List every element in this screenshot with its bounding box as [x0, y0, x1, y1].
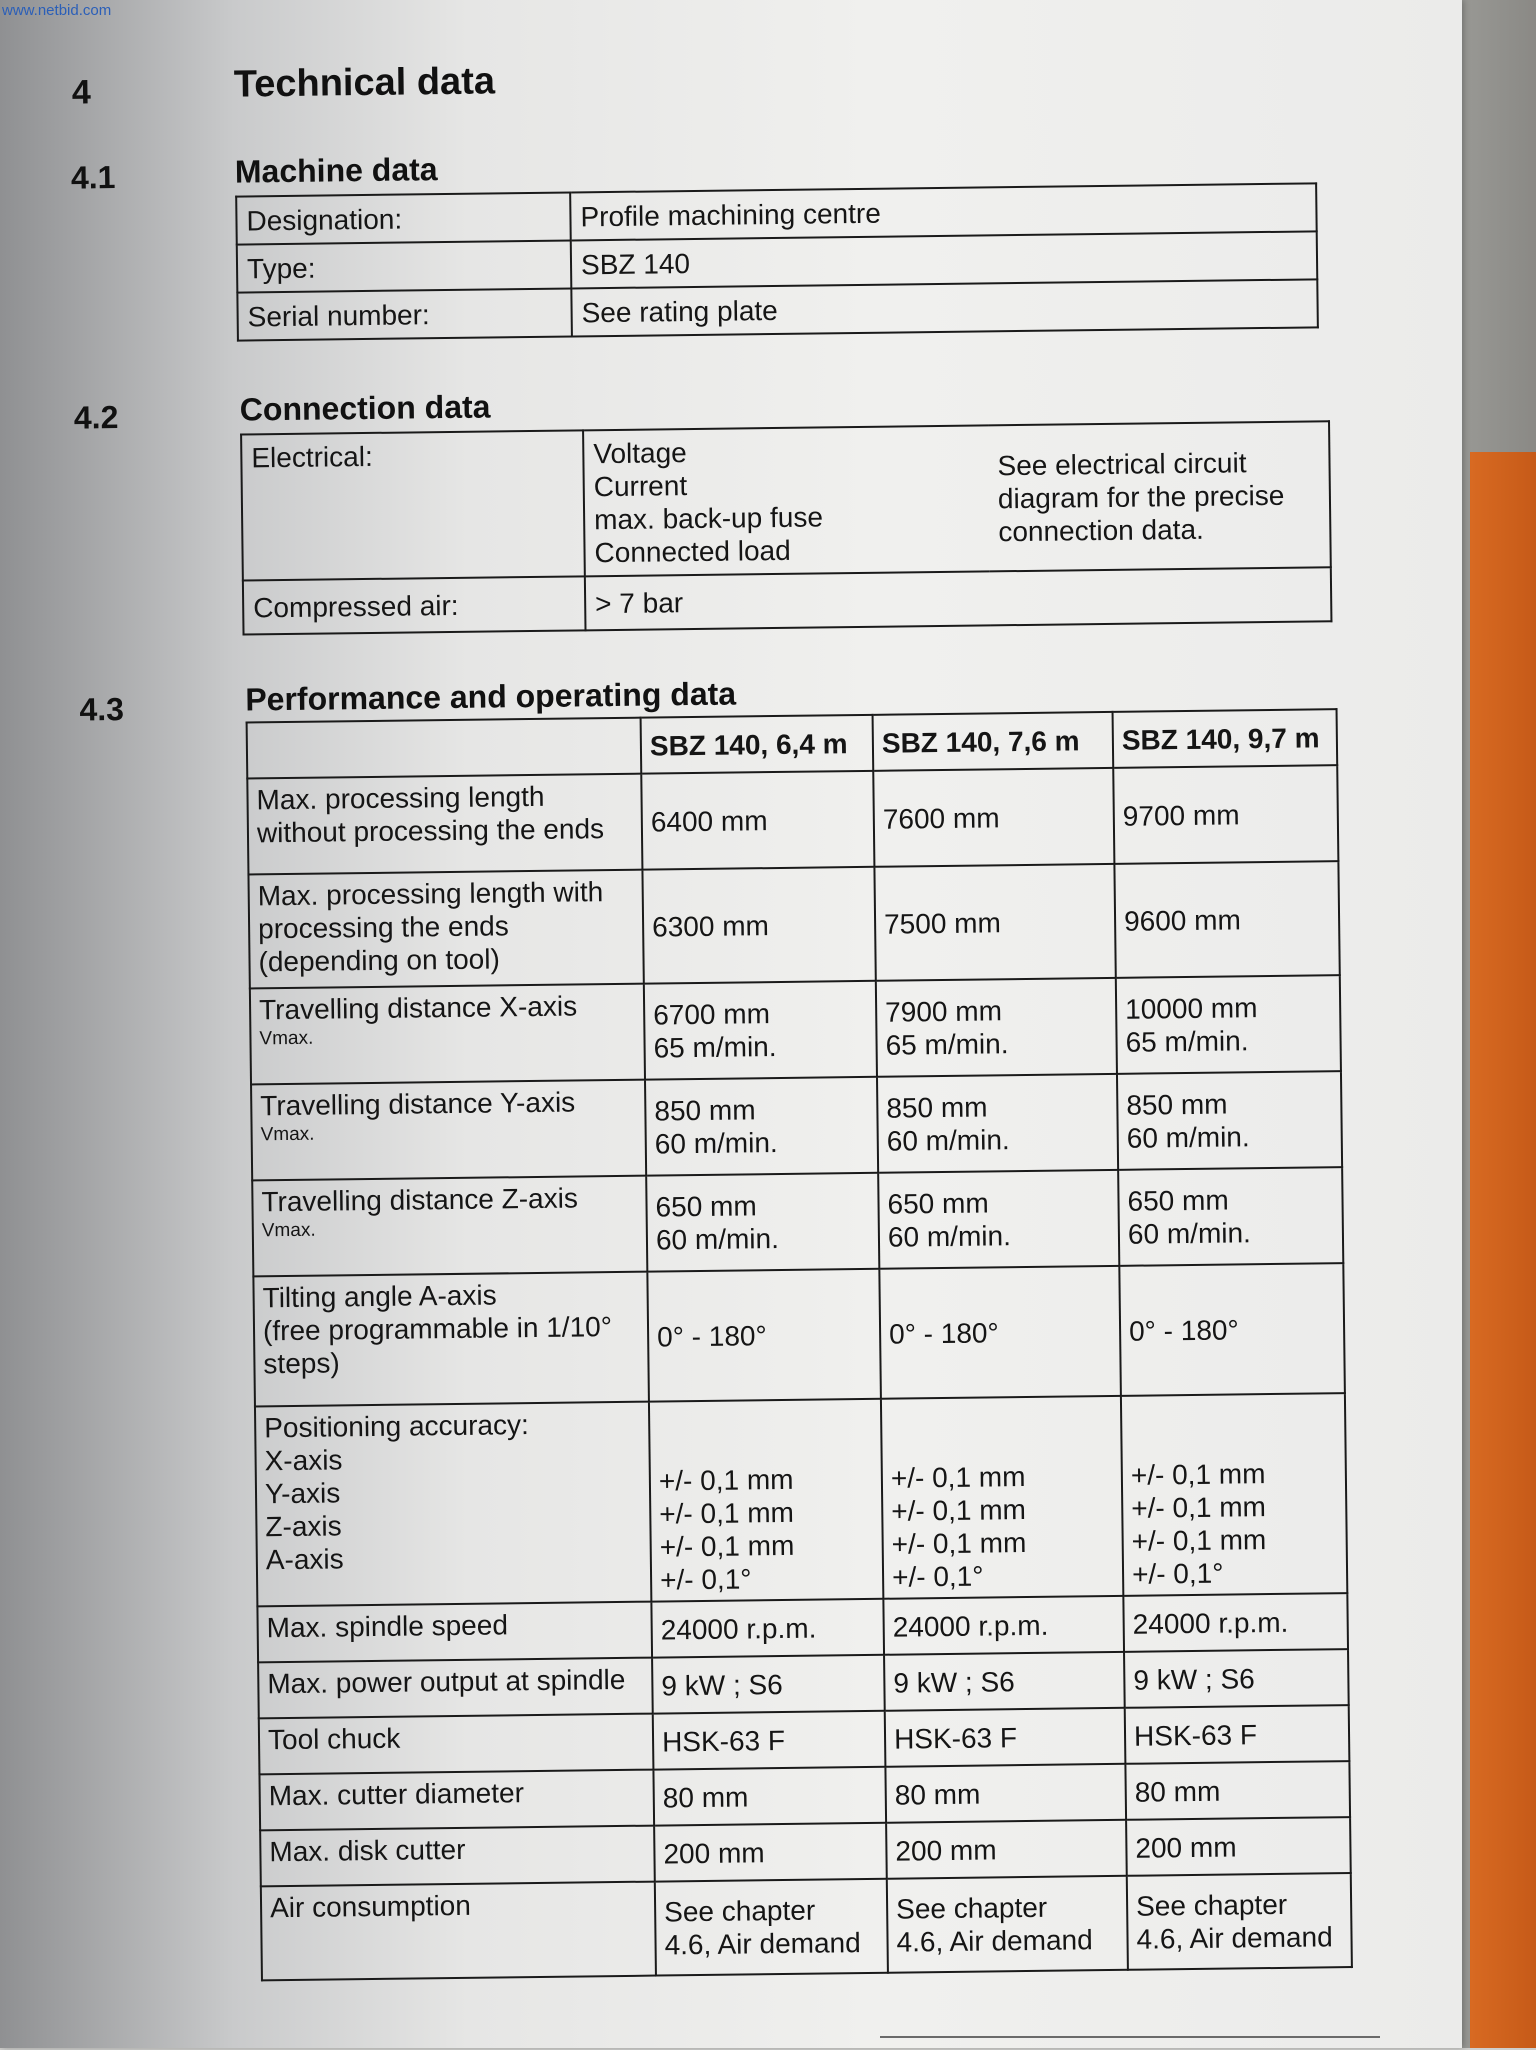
section-number-performance: 4.3 — [79, 690, 125, 728]
performance-value-col-3: HSK-63 F — [1125, 1705, 1350, 1764]
electrical-label: Electrical: — [241, 430, 585, 580]
vmax-label: Vmax. — [261, 1219, 316, 1242]
performance-value-col-2: 80 mm — [885, 1764, 1126, 1823]
compressed-air-value: > 7 bar — [585, 567, 1332, 630]
performance-value-col-2: 7500 mm — [874, 864, 1115, 981]
performance-row — [247, 765, 1338, 874]
performance-value-col-2: 650 mm 60 m/min. — [878, 1170, 1119, 1269]
performance-table — [246, 708, 1353, 1981]
performance-value-col-2: 7900 mm 65 m/min. — [876, 978, 1117, 1077]
performance-value-col-1: 850 mm 60 m/min. — [645, 1077, 878, 1176]
machine-data-value: See rating plate — [571, 279, 1318, 336]
compressed-air-label: Compressed air: — [243, 576, 586, 634]
performance-value-col-2: 9 kW ; S6 — [884, 1652, 1125, 1711]
performance-row — [252, 1167, 1343, 1276]
performance-value-col-3: See chapter 4.6, Air demand — [1127, 1873, 1352, 1970]
performance-value-col-1: 6300 mm — [642, 867, 875, 984]
section-title-machine-data: Machine data — [234, 151, 438, 190]
section-number-machine-data: 4.1 — [70, 159, 116, 196]
performance-row — [255, 1393, 1347, 1606]
performance-row-label-text: Tool chuck — [267, 1722, 401, 1756]
performance-value-col-3: 850 mm 60 m/min. — [1117, 1071, 1342, 1170]
section-title-connection-data: Connection data — [239, 388, 491, 428]
performance-value-col-1: 9 kW ; S6 — [652, 1655, 885, 1714]
machine-data-value: SBZ 140 — [571, 231, 1318, 288]
performance-row-label — [259, 1714, 654, 1775]
performance-value-col-2: 24000 r.p.m. — [883, 1596, 1124, 1655]
performance-row-label-text: Max. processing length with processing the ends (depending on tool) — [257, 876, 604, 978]
performance-value-col-1: 6700 mm 65 m/min. — [644, 981, 877, 1080]
performance-row-label — [251, 1080, 646, 1181]
performance-row — [251, 1071, 1342, 1180]
performance-row — [261, 1873, 1352, 1980]
machine-data-value: Profile machining centre — [570, 183, 1317, 240]
performance-value-col-2: See chapter 4.6, Air demand — [887, 1876, 1128, 1973]
chapter-title: Technical data — [233, 60, 496, 106]
section-title-performance: Performance and operating data — [245, 675, 737, 718]
performance-row — [250, 975, 1341, 1084]
performance-row — [248, 861, 1339, 988]
header-column-1: SBZ 140, 6,4 m — [641, 715, 874, 774]
performance-row-label-text: Tilting angle A-axis (free programmable in 1/10° steps) — [262, 1279, 613, 1380]
performance-value-col-3: 9 kW ; S6 — [1124, 1649, 1349, 1708]
performance-row-label — [261, 1882, 656, 1981]
watermark-link[interactable]: www.netbid.com — [2, 2, 112, 19]
machine-data-label: Designation: — [236, 192, 571, 244]
performance-row-label — [252, 1176, 647, 1277]
performance-value-col-1: 0° - 180° — [647, 1269, 881, 1402]
performance-row-label-text: Travelling distance Z-axis — [261, 1182, 579, 1218]
performance-value-col-1: 6400 mm — [641, 771, 874, 870]
vmax-label: Vmax. — [259, 1027, 314, 1050]
performance-row-label — [258, 1658, 653, 1719]
connection-row-electrical — [241, 421, 1331, 580]
performance-value-col-1: See chapter 4.6, Air demand — [655, 1879, 888, 1976]
performance-value-col-2: 7600 mm — [873, 768, 1114, 867]
performance-value-col-3: 0° - 180° — [1119, 1263, 1345, 1396]
performance-row-label — [247, 774, 642, 875]
header-column-2: SBZ 140, 7,6 m — [873, 712, 1114, 771]
machine-data-label: Type: — [237, 240, 572, 292]
machine-data-table — [235, 182, 1319, 341]
performance-value-col-3: 10000 mm 65 m/min. — [1116, 975, 1341, 1074]
performance-row-label — [248, 870, 643, 989]
connection-data-table — [240, 420, 1332, 635]
performance-value-col-1: +/- 0,1 mm +/- 0,1 mm +/- 0,1 mm +/- 0,1° — [649, 1399, 883, 1602]
header-column-3: SBZ 140, 9,7 m — [1113, 709, 1338, 768]
performance-value-col-1: 200 mm — [654, 1823, 887, 1882]
performance-row-label-text: Max. power output at spindle — [267, 1663, 626, 1700]
performance-row-label-text: Air consumption — [269, 1889, 472, 1924]
performance-value-col-1: 24000 r.p.m. — [651, 1599, 884, 1658]
performance-value-col-3: 24000 r.p.m. — [1123, 1593, 1348, 1652]
performance-value-col-3: 200 mm — [1126, 1817, 1351, 1876]
performance-value-col-2: 0° - 180° — [879, 1266, 1121, 1399]
performance-row-label — [257, 1602, 652, 1663]
performance-value-col-1: 80 mm — [653, 1767, 886, 1826]
performance-row-label-text: Travelling distance Y-axis — [260, 1086, 576, 1122]
performance-value-col-2: HSK-63 F — [885, 1708, 1126, 1767]
performance-value-col-2: 200 mm — [886, 1820, 1127, 1879]
section-number-connection-data: 4.2 — [73, 399, 119, 436]
header-empty-cell — [247, 718, 642, 779]
performance-row-label-text: Max. processing length without processing the ends — [256, 780, 605, 849]
vmax-label: Vmax. — [260, 1123, 315, 1146]
performance-value-col-3: +/- 0,1 mm +/- 0,1 mm +/- 0,1 mm +/- 0,1° — [1121, 1393, 1347, 1596]
performance-row-label — [260, 1826, 655, 1887]
machine-data-label: Serial number: — [237, 288, 572, 340]
performance-value-col-3: 650 mm 60 m/min. — [1118, 1167, 1343, 1266]
performance-row-label-text: Travelling distance X-axis — [258, 990, 578, 1026]
performance-value-col-2: 850 mm 60 m/min. — [877, 1074, 1118, 1173]
chapter-number: 4 — [71, 73, 92, 112]
electrical-items: Voltage Current max. back-up fuse Connected load — [583, 425, 990, 576]
performance-row-label-text: Max. disk cutter — [269, 1833, 466, 1868]
performance-row-label — [259, 1770, 654, 1831]
performance-row — [253, 1263, 1345, 1406]
performance-row-label — [250, 984, 645, 1085]
electrical-note: See electrical circuit diagram for the precise connection data. — [988, 421, 1331, 571]
performance-row-label — [253, 1272, 649, 1407]
performance-value-col-3: 9600 mm — [1114, 861, 1339, 978]
performance-row-label-text: Max. cutter diameter — [268, 1777, 525, 1812]
performance-value-col-3: 80 mm — [1125, 1761, 1350, 1820]
performance-row-label-text: Max. spindle speed — [266, 1609, 509, 1644]
performance-value-col-1: 650 mm 60 m/min. — [646, 1173, 879, 1272]
performance-value-col-2: +/- 0,1 mm +/- 0,1 mm +/- 0,1 mm +/- 0,1° — [881, 1396, 1123, 1599]
performance-row-label-text: Positioning accuracy: X-axis Y-axis Z-axis A-axis — [264, 1409, 529, 1576]
performance-value-col-3: 9700 mm — [1113, 765, 1338, 864]
performance-row-label — [255, 1402, 651, 1607]
performance-value-col-1: HSK-63 F — [653, 1711, 886, 1770]
